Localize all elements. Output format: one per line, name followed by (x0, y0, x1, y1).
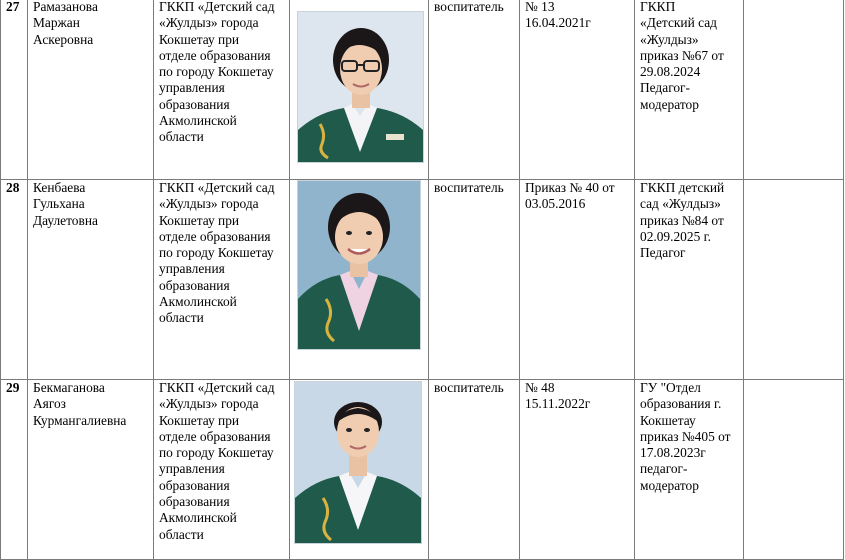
position: воспитатель (429, 380, 520, 560)
employee-photo (294, 381, 422, 544)
position: воспитатель (429, 180, 520, 380)
row-number: 29 (1, 380, 28, 560)
organization: ГККП «Детский сад «Жулдыз» города Кокшетау при отделе образования по городу Кокшетау управления образования Акмолинской области (154, 0, 290, 180)
extra-cell (744, 0, 844, 180)
table-row (1, 180, 844, 380)
organization: ГККП «Детский сад «Жулдыз» города Кокшетау при отделе образования по городу Кокшетау управления образования образования Акмолинской области (154, 380, 290, 560)
photo-cell (290, 380, 429, 560)
order-info: Приказ № 40 от 03.05.2016 (520, 180, 635, 380)
order-info: № 48 15.11.2022г (520, 380, 635, 560)
row-number: 28 (1, 180, 28, 380)
category-info: ГККП детский сад «Жулдыз» приказ №84 от 02.09.2025 г. Педагог (635, 180, 744, 380)
row-number: 27 (1, 0, 28, 180)
category-info: ГУ "Отдел образования г. Кокшетау приказ №405 от 17.08.2023г педагог- модератор (635, 380, 744, 560)
photo-cell (290, 0, 429, 180)
employee-name: Бекмаганова Аягоз Курмангалиевна (28, 380, 154, 560)
extra-cell (744, 380, 844, 560)
table-row (1, 0, 844, 180)
order-info: № 13 16.04.2021г (520, 0, 635, 180)
employee-name: Кенбаева Гульхана Даулетовна (28, 180, 154, 380)
employee-photo (297, 180, 421, 350)
organization: ГККП «Детский сад «Жулдыз» города Кокшетау при отделе образования по городу Кокшетау управления образования Акмолинской области (154, 180, 290, 380)
position: воспитатель (429, 0, 520, 180)
photo-cell (290, 180, 429, 380)
category-info: ГККП «Детский сад «Жулдыз» приказ №67 от 29.08.2024 Педагог- модератор (635, 0, 744, 180)
table-row (1, 380, 844, 560)
extra-cell (744, 180, 844, 380)
employee-photo (297, 11, 424, 163)
employee-name: Рамазанова Маржан Аскеровна (28, 0, 154, 180)
